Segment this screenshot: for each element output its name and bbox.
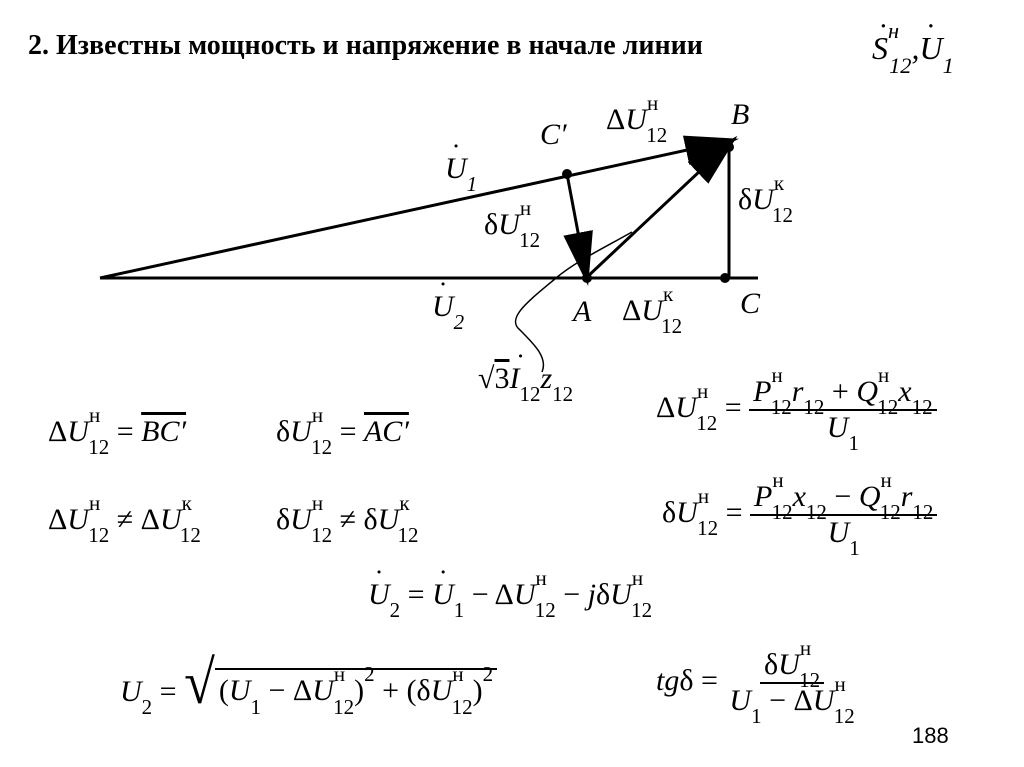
ab-vector — [586, 140, 733, 278]
label-u1: ˙ $U_1$ — [445, 152, 477, 186]
equation-u2-magnitude: $U_2$ = √ $(U_1 - \Delta U^н_{12})^2 + (\delta U^н_{12})^2$ — [120, 658, 497, 709]
label-small-delta-u-k: $\delta U^к_{12}$ — [738, 170, 794, 228]
equation-tg-delta: tgδ = $\frac{\delta U^н_{12}}{U_1 - \Delta U^н_{12}}$ — [656, 635, 855, 729]
title-formula: ˙ $S^н_{12},˙$ $U_1$ — [872, 30, 954, 67]
label-c: C — [740, 287, 761, 320]
label-b: B — [731, 98, 750, 131]
label-current-drop: √3˙ $I_{12}z_{12}$ — [478, 362, 573, 396]
title-text: 2. Известны мощность и напряжение в начале линии — [28, 30, 703, 61]
page-number: 188 — [912, 723, 949, 748]
equation-du-bc: $\Delta U^н_{12} = BC'$ — [48, 402, 187, 460]
label-a: A — [573, 295, 592, 328]
equation-du-ac: $\delta U^н_{12} = AC'$ — [276, 402, 409, 460]
label-c-prime: C′ — [540, 118, 567, 151]
point-c — [720, 273, 730, 283]
label-delta-u-n: $\Delta U^н_{12}$ — [606, 90, 668, 148]
label-u2: ˙ $U_2$ — [432, 290, 464, 324]
c-prime-a-segment — [567, 174, 587, 280]
u1-vector — [100, 140, 733, 278]
equation-small-du-neq: $\delta U^н_{12} \ne \delta U^к_{12}$ — [276, 490, 419, 548]
point-c-prime — [562, 169, 572, 179]
point-a — [582, 273, 592, 283]
label-delta-u-k: $\Delta U^к_{12}$ — [622, 281, 683, 339]
label-small-delta-u-n: $\delta U^н_{12}$ — [484, 195, 541, 253]
equation-small-du-formula: $\delta U^н_{12}$ = $\frac{P^н_{12}x_{12} - Q^н_{12}r_{12}}{U_1}$ — [662, 480, 937, 550]
equation-u2-complex: ˙ $U_2$ = ˙ $U_1 - \Delta U^н_{12} - j\delta U^н_{12}$ — [368, 578, 652, 612]
equation-du-formula: $\Delta U^н_{12}$ = $\frac{P^н_{12}r_{12} + Q^н_{12}x_{12}}{U_1}$ — [656, 375, 937, 445]
equation-du-neq: $\Delta U^н_{12} \ne \Delta U^к_{12}$ — [48, 490, 201, 548]
point-b — [724, 142, 734, 152]
